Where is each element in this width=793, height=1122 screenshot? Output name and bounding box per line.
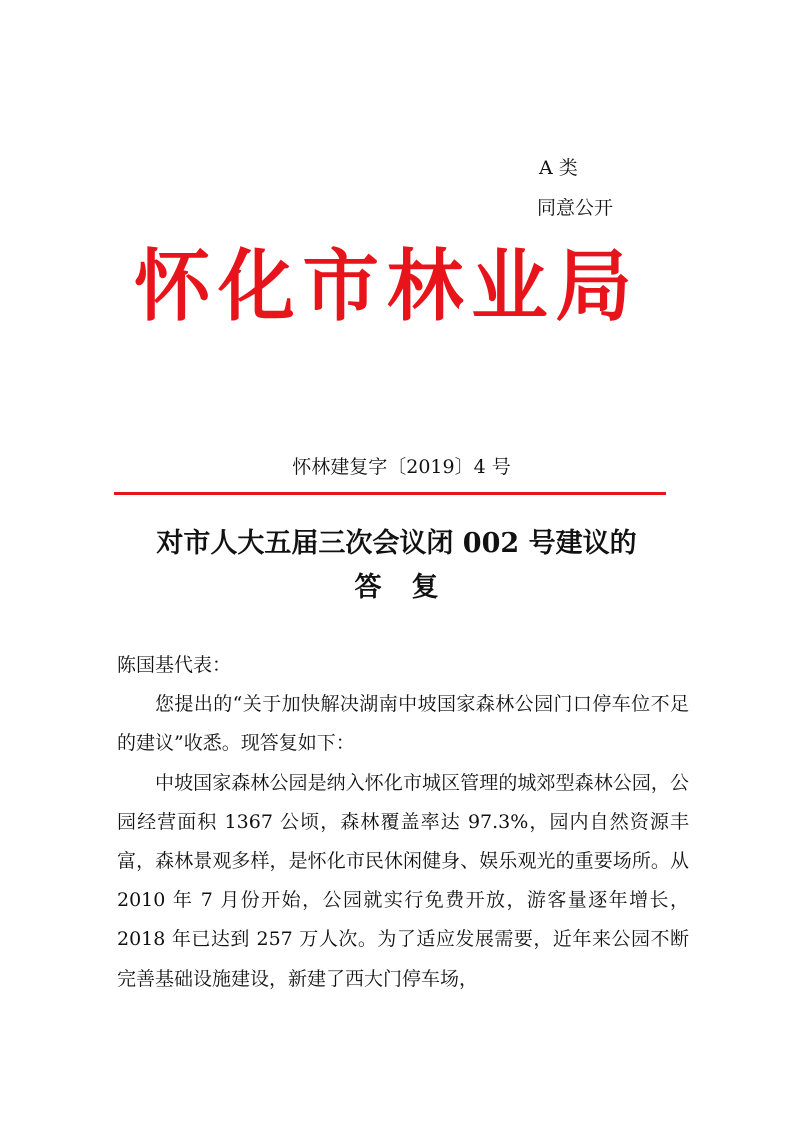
classification-block [537, 148, 613, 228]
red-divider-line [114, 492, 666, 495]
salutation: 陈国基代表： [117, 654, 232, 676]
document-body [117, 646, 689, 999]
title-line-1: 对市人大五届三次会议闭 002 号建议的 [156, 528, 637, 559]
document-number: 怀林建复字〔2019〕4 号 [292, 456, 511, 478]
category-label: A 类 [539, 157, 578, 179]
body-paragraph-2: 中坡国家森林公园是纳入怀化市城区管理的城郊型森林公园，公园经营面积 1367 公顷，森林覆盖率达 97.3%，园内自然资源丰富，森林景观多样，是怀化市民休闲健身、娱乐观光的重要场所。从 2010 年 7 月份开始，公园就实行免费开放，游客量逐年增长，2018 年已达到 257 万人次。为了适应发展需要，近年来公园不断完善基础设施建设，新建了西大门停车场， [117, 771, 689, 990]
body-paragraph-1: 您提出的“关于加快解决湖南中坡国家森林公园门口停车位不足的建议”收悉。现答复如下： [117, 693, 689, 755]
title-line-2: 答复 [354, 572, 469, 603]
disclosure-label: 同意公开 [537, 197, 614, 219]
document-title [0, 522, 793, 610]
org-letterhead: 怀化市林业局 [134, 242, 640, 332]
